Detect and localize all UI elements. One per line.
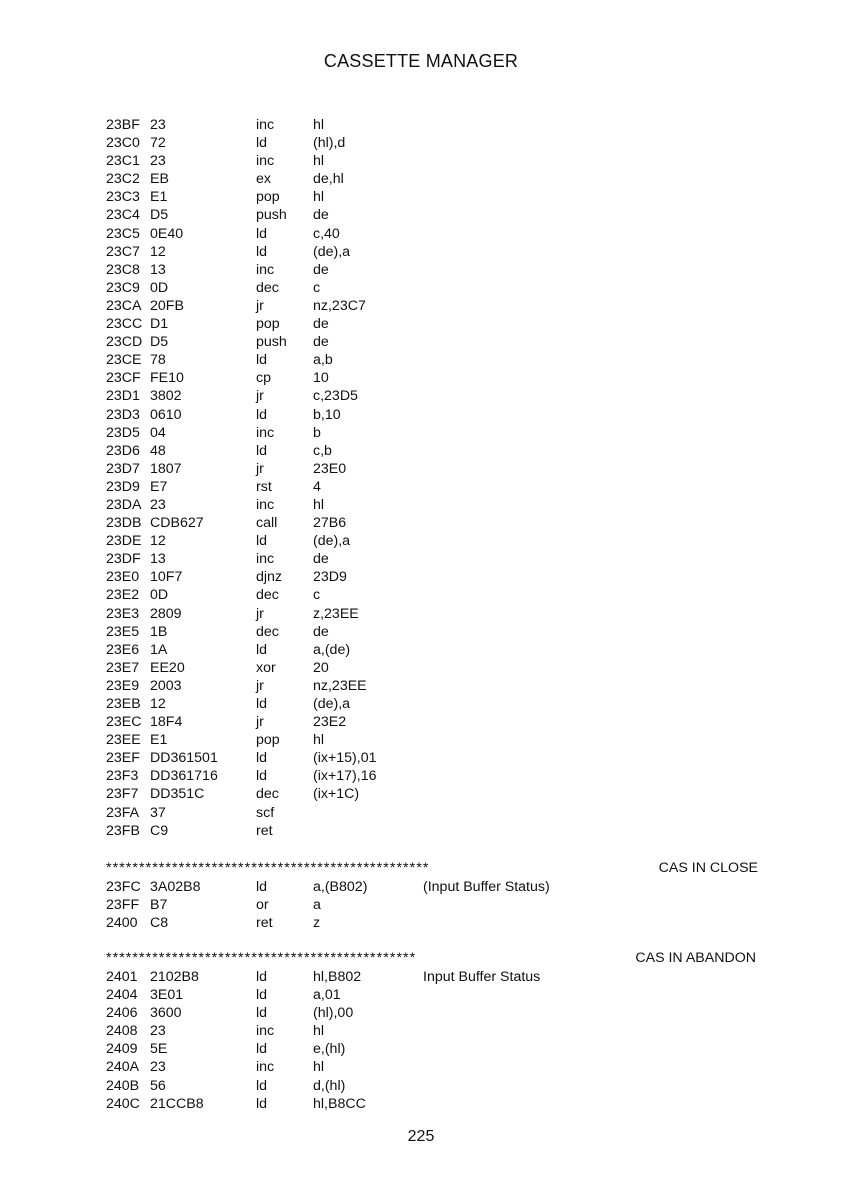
operand-cell: (hl),d [313,135,346,152]
address-cell: 23C8 [106,261,140,278]
address-cell: 23D6 [106,442,140,459]
mnemonic-cell: xor [256,659,276,676]
mnemonic-cell: djnz [256,569,283,586]
address-cell: 23E6 [106,641,140,658]
operand-cell: (de),a [313,243,351,260]
listing-line [0,279,842,297]
address-cell: 240A [106,1059,140,1076]
operand-cell: de [313,623,329,640]
address-cell: 23DA [106,496,142,513]
address-cell: 240C [106,1095,140,1112]
listing-line [0,550,842,568]
mnemonic-cell: call [256,515,278,532]
address-cell: 2401 [106,969,138,985]
listing-line [0,297,842,315]
hex-bytes-cell: CDB627 [150,515,204,532]
address-cell: 23C7 [106,243,140,260]
hex-bytes-cell: 0D [150,279,169,296]
listing-line [0,496,842,514]
operand-cell: b [313,424,321,441]
mnemonic-cell: ld [256,696,268,712]
operand-cell: c,40 [313,225,340,242]
mnemonic-cell: scf [256,804,275,821]
mnemonic-cell: ld [256,406,268,423]
hex-bytes-cell: 20FB [150,297,184,314]
address-cell: 240B [106,1077,140,1094]
hex-bytes-cell: FE10 [150,370,184,387]
hex-bytes-cell: DD361501 [150,750,218,767]
hex-bytes-cell: 13 [150,551,166,568]
operand-cell: de [313,316,329,333]
address-cell: 2406 [106,1005,138,1022]
hex-bytes-cell: EB [150,171,169,188]
hex-bytes-cell: 23 [150,153,166,170]
operand-cell: hl,B8CC [313,1095,366,1112]
operand-cell: 23D9 [313,569,347,586]
hex-bytes-cell: 10F7 [150,569,183,586]
operand-cell: a [313,897,321,914]
hex-bytes-cell: 3E01 [150,987,184,1004]
hex-bytes-cell: 2809 [150,605,182,622]
address-cell: 23DE [106,533,142,550]
listing-line [0,369,842,387]
address-cell: 23C0 [106,135,140,152]
listing-line [0,424,842,442]
operand-cell: a,b [313,352,333,369]
listing-line [0,206,842,224]
hex-bytes-cell: 0D [150,587,169,604]
mnemonic-cell: dec [256,623,279,640]
hex-bytes-cell: 2003 [150,677,182,694]
hex-bytes-cell: 78 [150,352,166,369]
listing-line [0,767,842,785]
mnemonic-cell: push [256,334,287,351]
listing-line [0,243,842,261]
mnemonic-cell: rst [256,478,272,495]
operand-cell: a,(B802) [313,879,368,895]
address-cell: 23D9 [106,478,140,495]
hex-bytes-cell: 37 [150,804,166,821]
listing-line [0,478,842,496]
hex-bytes-cell: 1A [150,641,168,658]
hex-bytes-cell: B7 [150,897,168,914]
hex-bytes-cell: 18F4 [150,714,183,731]
mnemonic-cell: inc [256,1059,275,1076]
hex-bytes-cell: 0610 [150,406,182,423]
mnemonic-cell: ld [256,533,268,550]
address-cell: 2409 [106,1041,138,1058]
mnemonic-cell: jr [256,677,264,694]
listing-line [0,406,842,424]
listing-line [0,731,842,749]
listing-line [0,170,842,188]
mnemonic-cell: jr [256,460,264,477]
mnemonic-cell: inc [256,153,275,170]
address-cell: 23EB [106,696,141,712]
hex-bytes-cell: 23 [150,117,166,133]
mnemonic-cell: ld [256,442,268,459]
mnemonic-cell: inc [256,117,275,133]
address-cell: 23BF [106,117,140,133]
operand-cell: (ix+17),16 [313,768,377,785]
mnemonic-cell: inc [256,424,275,441]
page-title: CASSETTE MANAGER [323,51,519,71]
listing-line [0,315,842,333]
listing-line [0,1058,842,1076]
address-cell: 23C9 [106,279,140,296]
section-separator-cas-in-close [0,858,842,878]
listing-line [0,896,842,914]
address-cell: 23FC [106,879,141,895]
operand-cell: hl [313,1059,325,1076]
mnemonic-cell: dec [256,279,279,296]
hex-bytes-cell: C8 [150,915,169,932]
mnemonic-cell: ld [256,1077,268,1094]
section-label: CAS IN CLOSE [658,860,758,876]
hex-bytes-cell: D5 [150,334,169,351]
operand-cell: (de),a [313,696,351,712]
hex-bytes-cell: C9 [150,822,169,839]
operand-cell: (de),a [313,533,351,550]
listing-line [0,333,842,351]
operand-cell: hl [313,117,325,133]
mnemonic-cell: cp [256,370,271,387]
hex-bytes-cell: 21CCB8 [150,1095,204,1112]
operand-cell: nz,23C7 [313,297,366,314]
listing-line [0,568,842,586]
mnemonic-cell: jr [256,714,264,731]
mnemonic-cell: ret [256,822,273,839]
hex-bytes-cell: 5E [150,1041,168,1058]
address-cell: 23D1 [106,388,140,405]
listing-line [0,641,842,659]
mnemonic-cell: ld [256,641,268,658]
mnemonic-cell: inc [256,496,275,513]
listing-line [0,225,842,243]
address-cell: 23C2 [106,171,140,188]
operand-cell: c,b [313,442,332,459]
hex-bytes-cell: 1B [150,623,168,640]
listing-line [0,134,842,152]
mnemonic-cell: ret [256,915,273,932]
operand-cell: 23E0 [313,460,347,477]
mnemonic-cell: dec [256,786,279,803]
address-cell: 2400 [106,915,138,932]
operand-cell: hl [313,732,325,749]
address-cell: 23E7 [106,659,140,676]
address-cell: 23F3 [106,768,139,785]
listing-line [0,785,842,803]
section-separator-cas-in-abandon [0,948,842,968]
hex-bytes-cell: DD361716 [150,768,218,785]
address-cell: 23E0 [106,569,140,586]
listing-line [0,713,842,731]
listing-line [0,1040,842,1058]
hex-bytes-cell: 13 [150,261,166,278]
listing-line [0,116,842,134]
operand-cell: hl [313,1023,325,1040]
operand-cell: hl,B802 [313,969,362,985]
address-cell: 23E3 [106,605,140,622]
listing-line [0,804,842,822]
address-cell: 23F7 [106,786,139,803]
hex-bytes-cell: 12 [150,533,166,550]
address-cell: 23D3 [106,406,140,423]
listing-line [0,351,842,369]
mnemonic-cell: push [256,207,287,224]
mnemonic-cell: ld [256,879,268,895]
listing-line [0,1004,842,1022]
operand-cell: (hl),00 [313,1005,354,1022]
listing-block [0,116,842,840]
operand-cell: z [313,915,321,932]
hex-bytes-cell: EE20 [150,659,185,676]
address-cell: 23C4 [106,207,140,224]
address-cell: 23DB [106,515,142,532]
hex-bytes-cell: 3A02B8 [150,879,201,895]
mnemonic-cell: dec [256,587,279,604]
page-number: 225 [407,1128,435,1145]
listing-block [0,878,842,932]
operand-cell: (ix+15),01 [313,750,377,767]
mnemonic-cell: inc [256,1023,275,1040]
mnemonic-cell: ld [256,135,268,152]
address-cell: 23CC [106,316,143,333]
operand-cell: 27B6 [313,515,347,532]
hex-bytes-cell: DD351C [150,786,205,803]
mnemonic-cell: ld [256,768,268,785]
operand-cell: de [313,261,329,278]
hex-bytes-cell: D5 [150,207,169,224]
hex-bytes-cell: 23 [150,496,166,513]
address-cell: 23D5 [106,424,140,441]
mnemonic-cell: ld [256,1005,268,1022]
listing-line [0,514,842,532]
listing-line [0,261,842,279]
listing-line [0,659,842,677]
operand-cell: a,01 [313,987,341,1004]
operand-cell: d,(hl) [313,1077,346,1094]
hex-bytes-cell: E7 [150,478,168,495]
listing-line [0,986,842,1004]
operand-cell: 20 [313,659,329,676]
operand-cell: 4 [313,478,321,495]
mnemonic-cell: ld [256,352,268,369]
listing-line [0,1095,842,1113]
listing-line [0,586,842,604]
operand-cell: a,(de) [313,641,351,658]
hex-bytes-cell: E1 [150,732,168,749]
operand-cell: c,23D5 [313,388,358,405]
operand-cell: hl [313,189,325,206]
operand-cell: z,23EE [313,605,359,622]
hex-bytes-cell: 1807 [150,460,182,477]
mnemonic-cell: jr [256,605,264,622]
operand-cell: b,10 [313,406,341,423]
separator-stars: *********************************************** [106,950,417,966]
listing-line [0,623,842,641]
mnemonic-cell: inc [256,261,275,278]
hex-bytes-cell: 2102B8 [150,969,199,985]
operand-cell: nz,23EE [313,677,367,694]
address-cell: 23EE [106,732,141,749]
address-cell: 23E5 [106,623,140,640]
mnemonic-cell: ld [256,243,268,260]
mnemonic-cell: pop [256,732,280,749]
address-cell: 23E2 [106,587,140,604]
operand-cell: de [313,551,329,568]
comment-cell: (Input Buffer Status) [423,879,550,895]
address-cell: 23CA [106,297,142,314]
address-cell: 23FB [106,822,140,839]
separator-stars: ************************************************* [106,860,430,876]
mnemonic-cell: ex [256,171,271,188]
listing-line [0,749,842,767]
listing-line [0,1077,842,1095]
hex-bytes-cell: E1 [150,189,168,206]
hex-bytes-cell: 12 [150,696,166,712]
address-cell: 23C5 [106,225,140,242]
address-cell: 23EF [106,750,140,767]
mnemonic-cell: ld [256,1095,268,1112]
operand-cell: de [313,334,329,351]
listing-block [0,968,842,1113]
address-cell: 23C3 [106,189,140,206]
hex-bytes-cell: 23 [150,1059,166,1076]
address-cell: 23D7 [106,460,140,477]
address-cell: 23FA [106,804,140,821]
mnemonic-cell: jr [256,388,264,405]
address-cell: 23CF [106,370,141,387]
operand-cell: c [313,279,321,296]
mnemonic-cell: ld [256,750,268,767]
section-label: CAS IN ABANDON [635,950,756,966]
mnemonic-cell: pop [256,189,280,206]
listing-line [0,605,842,623]
hex-bytes-cell: 12 [150,243,166,260]
address-cell: 23EC [106,714,142,731]
address-cell: 23CE [106,352,142,369]
hex-bytes-cell: D1 [150,316,169,333]
listing-line [0,695,842,713]
hex-bytes-cell: 72 [150,135,166,152]
mnemonic-cell: inc [256,551,275,568]
mnemonic-cell: ld [256,969,268,985]
listing-line [0,387,842,405]
operand-cell: c [313,587,321,604]
comment-cell: Input Buffer Status [423,969,541,985]
hex-bytes-cell: 04 [150,424,166,441]
mnemonic-cell: pop [256,316,280,333]
operand-cell: (ix+1C) [313,786,360,803]
operand-cell: e,(hl) [313,1041,346,1058]
hex-bytes-cell: 3600 [150,1005,182,1022]
listing-line [0,822,842,840]
address-cell: 23DF [106,551,141,568]
listing-line [0,442,842,460]
mnemonic-cell: ld [256,987,268,1004]
listing-line [0,532,842,550]
listing-line [0,878,842,896]
mnemonic-cell: ld [256,225,268,242]
operand-cell: de,hl [313,171,344,188]
listing-line [0,914,842,932]
hex-bytes-cell: 3802 [150,388,182,405]
hex-bytes-cell: 48 [150,442,166,459]
mnemonic-cell: jr [256,297,264,314]
hex-bytes-cell: 56 [150,1077,166,1094]
hex-bytes-cell: 23 [150,1023,166,1040]
listing-line [0,968,842,986]
listing-line [0,152,842,170]
mnemonic-cell: or [256,897,269,914]
operand-cell: de [313,207,329,224]
mnemonic-cell: ld [256,1041,268,1058]
listing-line [0,460,842,478]
operand-cell: 10 [313,370,329,387]
address-cell: 23FF [106,897,140,914]
operand-cell: 23E2 [313,714,347,731]
address-cell: 2408 [106,1023,138,1040]
address-cell: 23CD [106,334,143,351]
operand-cell: hl [313,153,325,170]
listing-line [0,188,842,206]
address-cell: 23C1 [106,153,140,170]
listing-line [0,677,842,695]
hex-bytes-cell: 0E40 [150,225,184,242]
operand-cell: hl [313,496,325,513]
address-cell: 23E9 [106,677,140,694]
address-cell: 2404 [106,987,138,1004]
listing-line [0,1022,842,1040]
